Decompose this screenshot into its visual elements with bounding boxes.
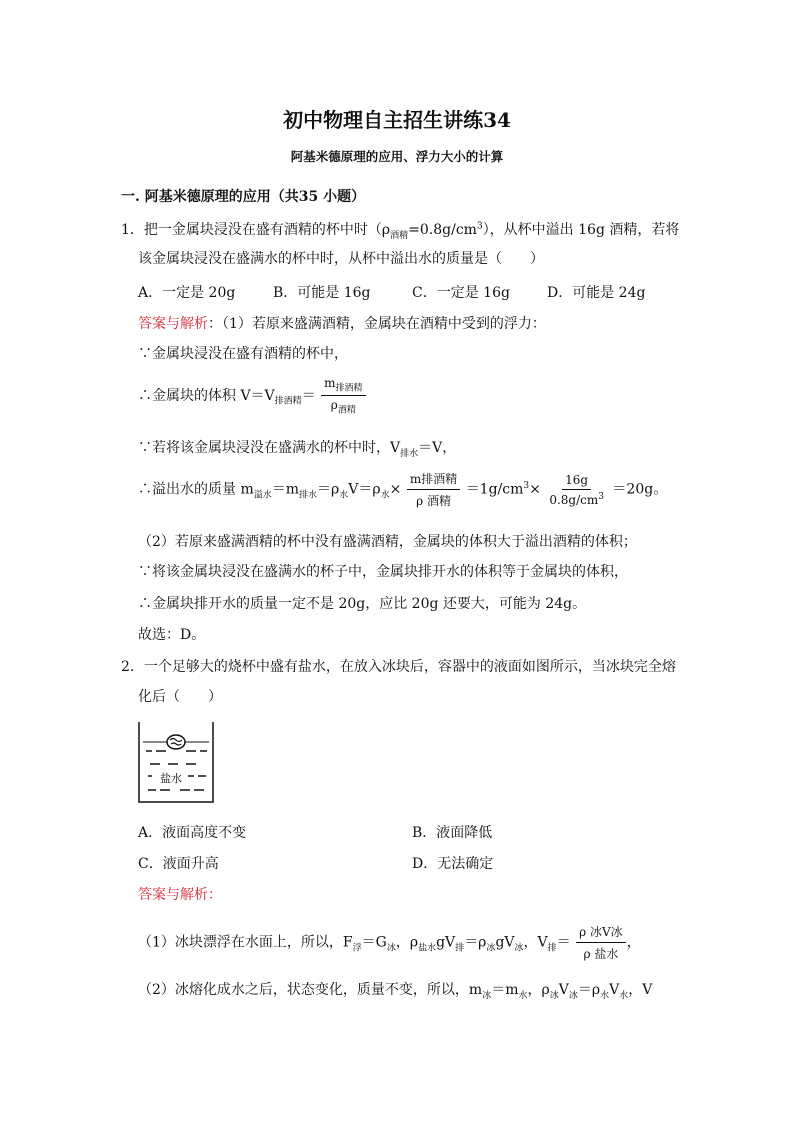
q2-line2: 化后（ ）: [138, 689, 222, 705]
fraction-alcohol-ratio: $\frac{16g}{0.8g/cm^3}$: [549, 472, 604, 507]
fraction-volume: $\frac{m_{排酒精}}{\rho_{酒精}}$: [321, 376, 365, 416]
fraction-displaced-mass: $\frac{\text{m排酒精}}{\text{ρ 酒精}}$: [407, 470, 460, 509]
q2-analysis-2: （2）冰熔化成水之后，状态变化，质量不变，所以，$m_冰=m_水$，$\rho_冰V_冰=\rho_水V_水$，V: [138, 982, 653, 1001]
q1-option-d: D．可能是 24g: [547, 285, 646, 301]
q2-option-a: A．液面高度不变: [138, 825, 247, 841]
figure-label: 盐水: [160, 772, 182, 785]
q1-option-c: C．一定是 16g: [412, 285, 510, 301]
q2-option-c: C．液面升高: [138, 856, 219, 872]
q1-step5: （2）若原来盛满酒精的杯中没有盛满酒精，金属块的体积大于溢出酒精的体积；: [138, 534, 637, 550]
beaker-icon: [138, 720, 214, 804]
q1-conclusion: 故选：D。: [138, 627, 206, 643]
fraction-displaced-volume: $\frac{\text{ρ 冰V冰}}{\text{ρ 盐水}}$: [576, 923, 626, 962]
q1-option-b: B．可能是 16g: [273, 285, 371, 301]
q1-step6: ∵将该金属块浸没在盛满水的杯子中，金属块排开水的体积等于金属块的体积，: [138, 564, 628, 580]
q2-answer-label: 答案与解析：: [138, 887, 222, 903]
q1-line1: 1．把一金属块浸没在盛有酒精的杯中时$(\rho_{酒精}=0.8g/cm^3)$，从杯中溢出 16g 酒精，若将: [121, 221, 680, 241]
q1-step3: ∵若将该金属块浸没在盛满水的杯中时，$V_{排水}=V$，: [138, 440, 457, 459]
q1-answer-intro: 答案与解析：（1）若原来盛满酒精，金属块在酒精中受到的浮力：: [138, 316, 546, 332]
q1-line2: 该金属块浸没在盛满水的杯中时，从杯中溢出水的质量是（ ）: [138, 251, 544, 267]
page-title: 初中物理自主招生讲练34: [283, 108, 511, 132]
q2-analysis-1: （1）冰块漂浮在水面上，所以，$F_浮=G_冰$，$\rho_{盐水}gV_排=\rho_冰gV_冰$，$V_排=$ $\frac{\text{ρ 冰V冰}}{\text{ρ 盐水}}$ ，: [138, 925, 641, 961]
ice-cube-icon: [167, 735, 185, 749]
q1-step7: ∴金属块排开水的质量一定不是 20g，应比 20g 还要大，可能为 24g。: [138, 596, 587, 612]
q1-option-a: A．一定是 20g: [138, 285, 236, 301]
q2-option-d: D．无法确定: [412, 856, 494, 872]
answer-label: 答案与解析: [138, 316, 208, 332]
q2-option-b: B．液面降低: [412, 825, 493, 841]
page-subtitle: 阿基米德原理的应用、浮力大小的计算: [290, 149, 504, 164]
q2-line1: 2．一个足够大的烧杯中盛有盐水，在放入冰块后，容器中的液面如图所示，当冰块完全熔: [121, 659, 676, 675]
q1-step1: ∵金属块浸没在盛有酒精的杯中，: [138, 346, 348, 362]
q1-step4: ∴溢出水的质量 $m_{溢水}=m_{排水}=\rho_水V=\rho_水\times$ $\frac{\text{m排酒精}}{\text{ρ 酒精}}$ $=1g/cm^3\times$ $\frac{16g}{0.8g/cm^3}$ ＝20g。: [138, 472, 668, 508]
beaker-figure: [138, 720, 214, 804]
section-heading: 一. 阿基米德原理的应用（共35 小题）: [121, 189, 366, 205]
q1-step2: ∴金属块的体积 $V=V_{排酒精}=$ $\frac{m_{排酒精}}{\rho_{酒精}}$: [138, 376, 367, 416]
